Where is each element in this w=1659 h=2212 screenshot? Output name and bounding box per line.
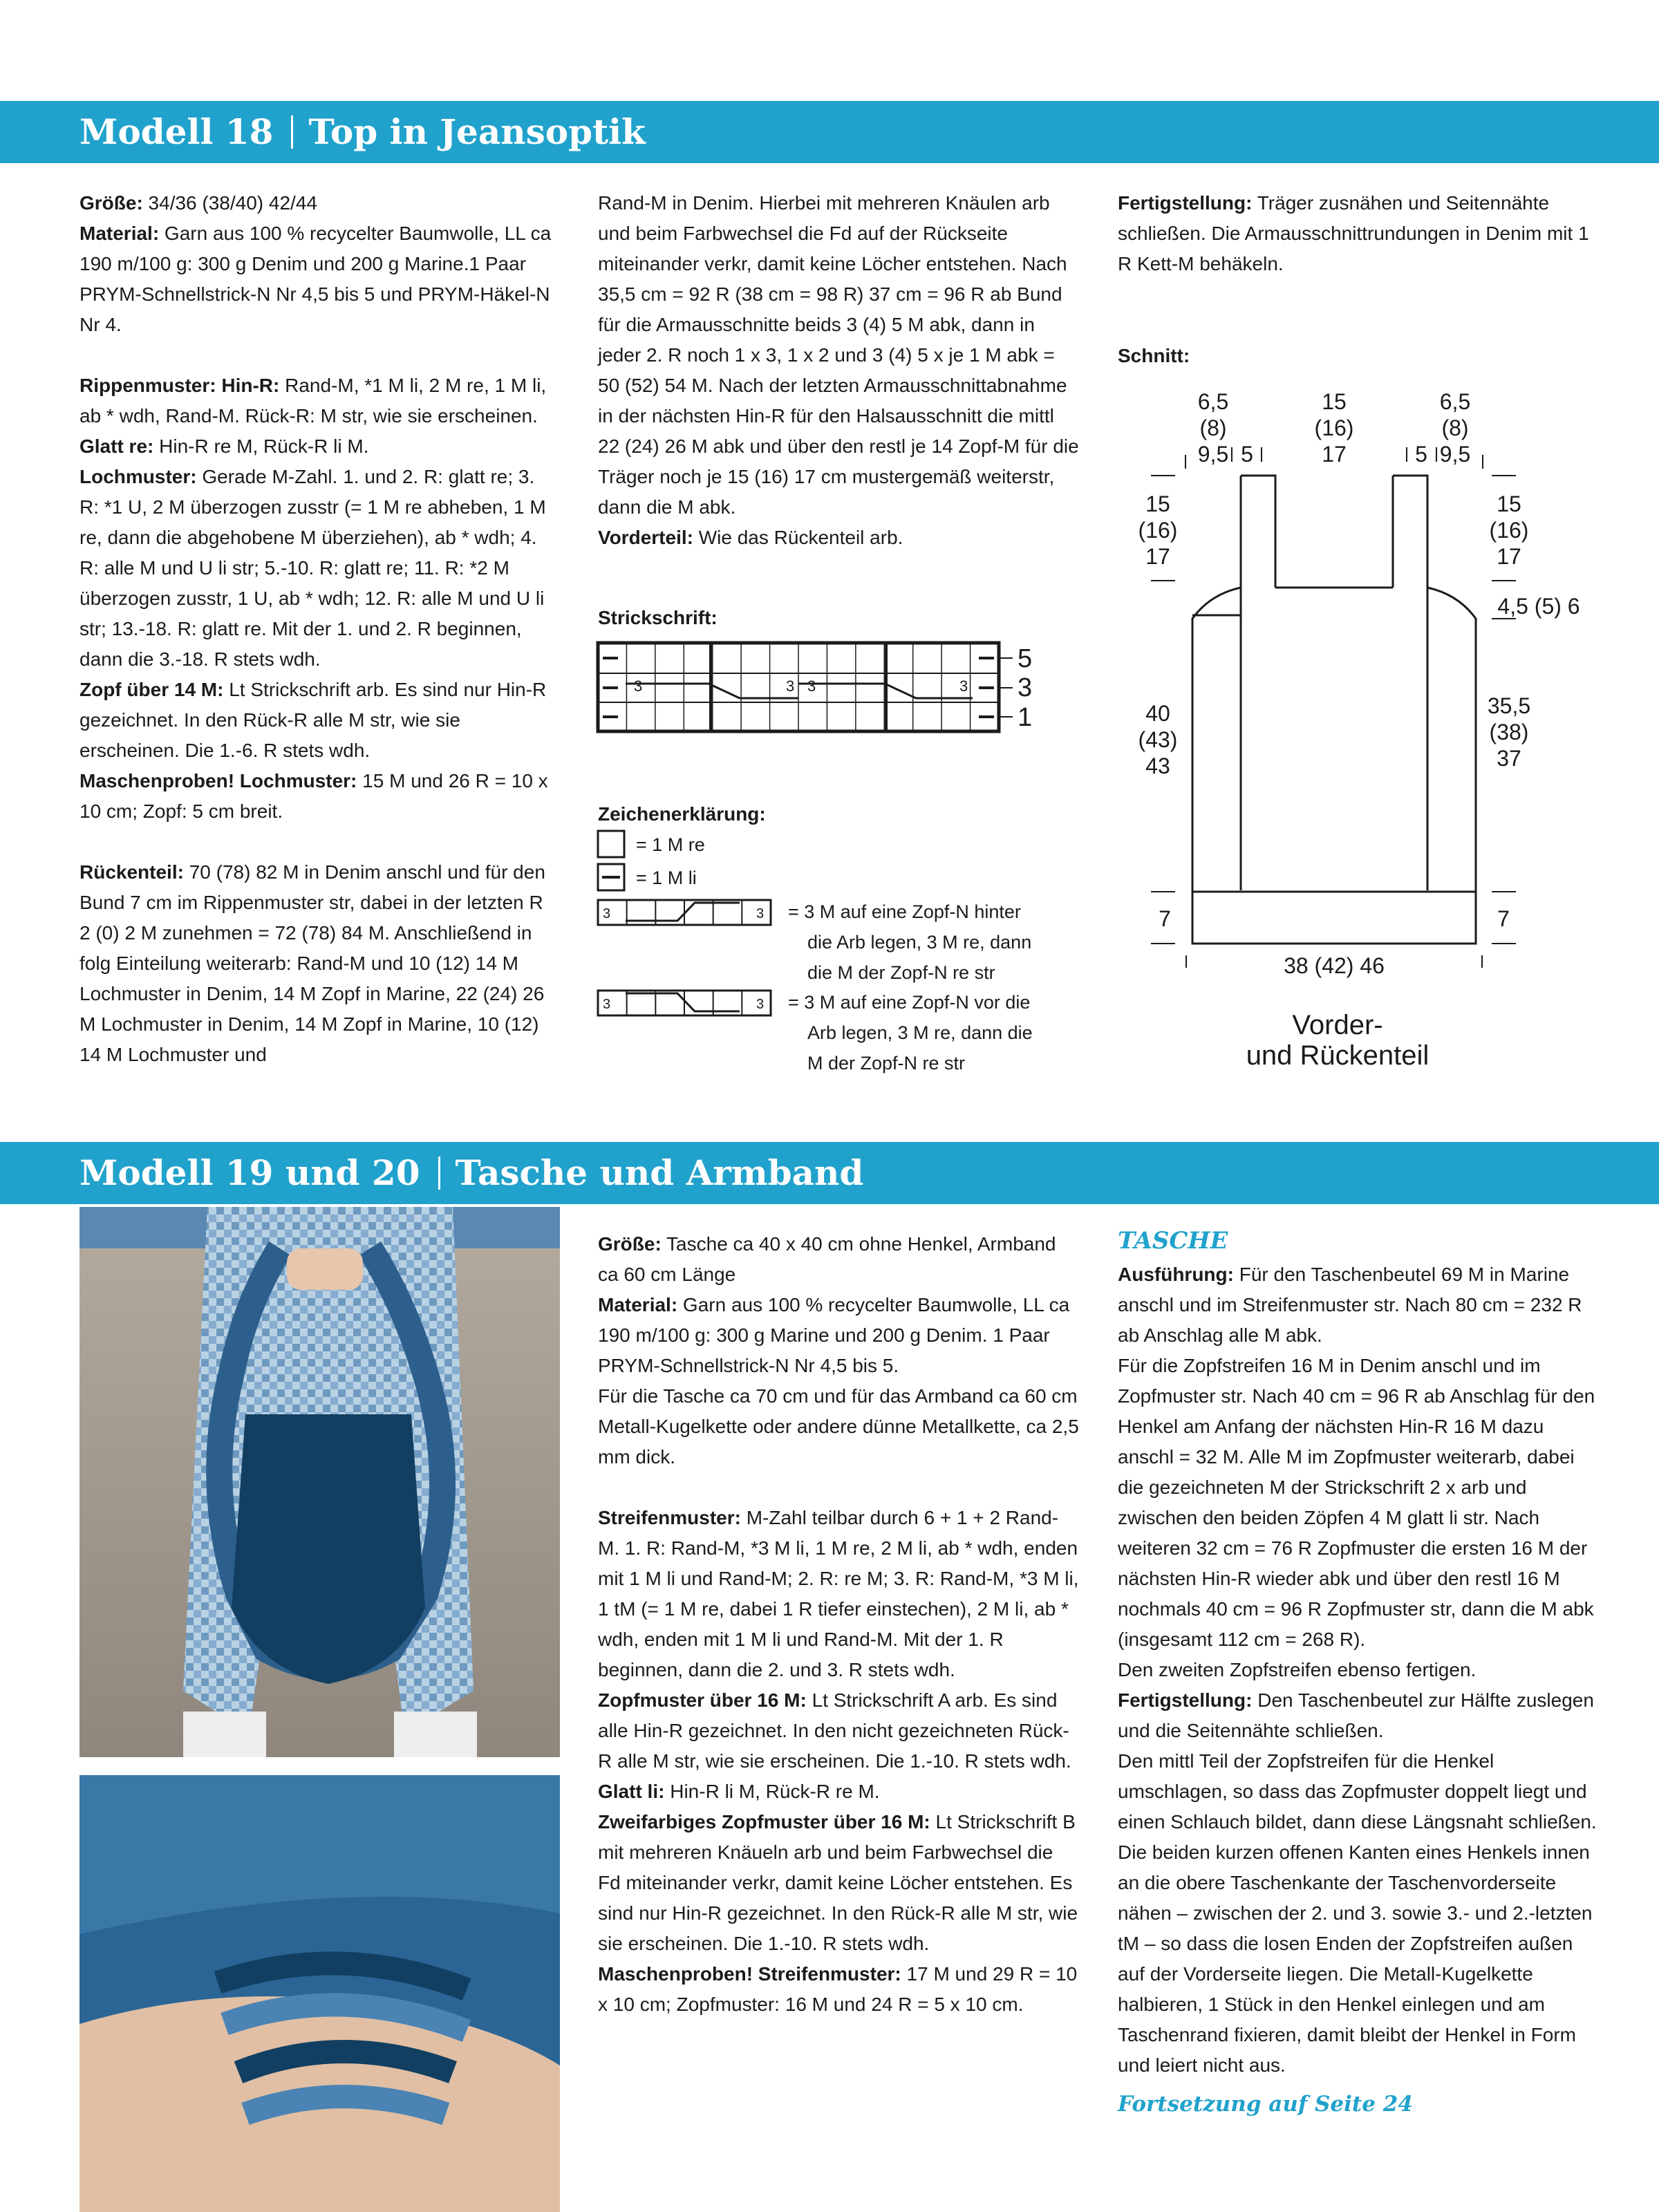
paragraph-text: Lt Strickschrift B mit mehreren Knäueln arb und beim Farbwechsel die Fd miteinander verkr, damit keine Löcher entstehen. Es sind nur Hin-R gezeichnet. In den Rück-R alle M str, wie sie erscheinen. Die 1.-10. R stets wdh.	[598, 1811, 1078, 1954]
paragraph	[79, 766, 559, 827]
paragraph	[79, 857, 559, 1070]
paragraph-text: Lt Strickschrift arb. Es sind nur Hin-R gezeichnet. In den Rück-R alle M str, wie sie erscheinen. Die 1.-6. R stets wdh.	[79, 679, 547, 761]
svg-text:(8): (8)	[1441, 415, 1469, 440]
chart-row-1: 1	[1018, 703, 1033, 732]
paragraph	[598, 1959, 1080, 2020]
chart-cable-number: 3	[634, 677, 643, 695]
svg-text:6,5: 6,5	[1439, 389, 1471, 414]
legend-cable-front-text-1: = 3 M auf eine Zopf-N vor die	[788, 992, 1031, 1013]
paragraph-label: Größe:	[598, 1233, 662, 1255]
schematic-outline	[1192, 476, 1476, 944]
svg-text:3: 3	[959, 677, 968, 695]
paragraph-label: Streifenmuster:	[598, 1507, 741, 1528]
schnitt-label: Schnitt:	[1118, 345, 1190, 366]
paragraph-label: Vorderteil:	[598, 527, 693, 548]
legend-cable-back-text-3: die M der Zopf-N re str	[807, 962, 995, 983]
paragraph	[598, 1503, 1080, 1685]
tasche-heading: TASCHE	[1118, 1227, 1228, 1255]
header-title-modell-19-20	[79, 1142, 863, 1204]
paragraph-text: Rand-M in Denim. Hierbei mit mehreren Knäulen arb und beim Farbwechsel die Fd auf der Rückseite miteinander verkr, damit keine Löcher entstehen. Nach 35,5 cm = 92 R (38 cm = 98 R) 37 cm = 96 R ab Bund für die Armausschnitte beids 3 (4) 5 M abk, dann in jeder 2. R noch 1 x 3, 1 x 2 und 3 (4) 5 x je 1 M abk = 50 (52) 54 M. Nach der letzten Armausschnittabnahme in der nächsten Hin-R für den Halsausschnitt die mittl 22 (24) 26 M abk und über den restl je 14 Zopf-M für die Träger noch je 15 (16) 17 cm mustergemäß weiterstr, dann die M abk.	[598, 192, 1079, 518]
paragraph-text: Garn aus 100 % recycelter Baumwolle, LL ca 190 m/100 g: 300 g Marine und 200 g Denim. 1 Paar PRYM-Schnellstrick-N Nr 4,5 bis 5.	[598, 1294, 1070, 1376]
paragraph-text: Hin-R re M, Rück-R li M.	[153, 435, 369, 457]
paragraph-text: Hin-R li M, Rück-R re M.	[664, 1781, 880, 1802]
svg-text:17: 17	[1497, 544, 1521, 569]
modell-19-column-2	[598, 1229, 1080, 2020]
svg-text:3: 3	[786, 677, 795, 695]
svg-text:15: 15	[1145, 491, 1170, 516]
modell-18-column-2	[598, 188, 1080, 553]
legend-cable-front-symbol	[598, 991, 771, 1015]
legend-knit-text: = 1 M re	[636, 834, 705, 855]
paragraph-text: Garn aus 100 % recycelter Baumwolle, LL ca 190 m/100 g: 300 g Denim und 200 g Marine.1 Paar PRYM-Schnellstrick-N Nr 4,5 bis 5 und PRYM-Häkel-N Nr 4.	[79, 223, 552, 335]
paragraph-text: Wie das Rückenteil arb.	[693, 527, 903, 548]
paragraph-text: 34/36 (38/40) 42/44	[142, 192, 317, 214]
svg-text:17: 17	[1145, 544, 1170, 569]
paragraph	[1118, 1655, 1597, 1685]
paragraph-label: Fertigstellung:	[1118, 1689, 1253, 1711]
paragraph-label: Ausführung:	[1118, 1264, 1234, 1285]
legend-cable-front-text-2: Arb legen, 3 M re, dann die	[807, 1022, 1033, 1043]
paragraph-label: Glatt re:	[79, 435, 154, 457]
knitting-chart	[594, 639, 1078, 736]
paragraph	[1118, 1259, 1597, 1351]
model-title: Tasche und Armband	[455, 1152, 864, 1193]
title-separator	[291, 115, 293, 149]
svg-text:38 (42) 46: 38 (42) 46	[1284, 953, 1385, 978]
svg-text:15: 15	[1322, 389, 1347, 414]
paragraph	[598, 1381, 1080, 1472]
paragraph-text: Tasche ca 40 x 40 cm ohne Henkel, Armband ca 60 cm Länge	[598, 1233, 1056, 1285]
svg-text:43: 43	[1145, 753, 1170, 778]
svg-text:(43): (43)	[1138, 727, 1178, 752]
header-bar-modell-19-20	[0, 1142, 1659, 1204]
paragraph-label: Maschenproben! Lochmuster:	[79, 770, 357, 791]
paragraph-text: 17 M und 29 R = 10 x 10 cm; Zopfmuster: 16 M und 24 R = 5 x 10 cm.	[598, 1963, 1078, 2015]
model-number: Modell 19 und 20	[79, 1152, 420, 1193]
paragraph-text: Lt Strickschrift A arb. Es sind alle Hin-R gezeichnet. In den nicht gezeichneten Rück-R alle M str, wie sie erscheinen. Die 1.-10. R stets wdh.	[598, 1689, 1071, 1772]
paragraph-text: Für den Taschenbeutel 69 M in Marine anschl und im Streifenmuster str. Nach 80 cm = 232 R ab Anschlag alle M abk.	[1118, 1264, 1582, 1346]
paragraph	[598, 1290, 1080, 1381]
svg-text:3: 3	[807, 677, 816, 695]
chart-row-3: 3	[1018, 673, 1033, 702]
legend-label: Zeichenerklärung:	[598, 803, 766, 825]
paragraph	[598, 523, 1080, 553]
paragraph-text: 70 (78) 82 M in Denim anschl und für den Bund 7 cm im Rippenmuster str, dabei in der letzten R 2 (0) 2 M zunehmen = 72 (78) 84 M. Anschließend in folg Einteilung weiterarb: Rand-M und 10 (12) 14 M Lochmuster in Denim, 14 M Zopf in Marine, 22 (24) 26 M Lochmuster in Denim, 14 M Zopf in Marine, 10 (12) 14 M Lochmuster und	[79, 861, 545, 1065]
svg-text:40: 40	[1145, 701, 1170, 726]
svg-text:(16): (16)	[1314, 415, 1354, 440]
svg-text:4,5 (5) 6: 4,5 (5) 6	[1497, 594, 1580, 619]
paragraph-label: Rückenteil:	[79, 861, 184, 883]
legend-knit-symbol	[598, 831, 624, 857]
paragraph-label: Größe:	[79, 192, 143, 214]
chart-legend	[594, 827, 1092, 1076]
svg-text:7: 7	[1159, 906, 1171, 931]
svg-text:3: 3	[603, 997, 611, 1012]
svg-text:(8): (8)	[1199, 415, 1227, 440]
paragraph-text: Den zweiten Zopfstreifen ebenso fertigen.	[1118, 1659, 1477, 1680]
paragraph	[598, 1807, 1080, 1959]
paragraph-text: Rand-M, *1 M li, 2 M re, 1 M li, ab * wdh, Rand-M. Rück-R: M str, wie sie erscheinen.	[79, 375, 547, 427]
modell-18-column-1	[79, 188, 559, 1070]
pattern-schematic	[1106, 380, 1590, 1085]
legend-cable-back-text-1: = 3 M auf eine Zopf-N hinter	[788, 901, 1021, 922]
paragraph-label: Zweifarbiges Zopfmuster über 16 M:	[598, 1811, 930, 1833]
continue-note: Fortsetzung auf Seite 24	[1118, 2092, 1413, 2117]
title-separator	[438, 1156, 440, 1190]
chart-row-5: 5	[1018, 644, 1033, 673]
paragraph	[1118, 1351, 1597, 1655]
header-bar-modell-18	[0, 101, 1659, 163]
paragraph-label: Lochmuster:	[79, 466, 197, 487]
legend-cable-back-text-2: die Arb legen, 3 M re, dann	[807, 932, 1032, 953]
bracelet-photo	[79, 1775, 560, 2212]
paragraph-text: Für die Tasche ca 70 cm und für das Armband ca 60 cm Metall-Kugelkette oder andere dünne Metallkette, ca 2,5 mm dick.	[598, 1385, 1079, 1468]
paragraph	[79, 218, 559, 340]
paragraph-text: Träger zusnähen und Seitennähte schließen. Die Armausschnittrundungen in Denim mit 1 R Kett-M behäkeln.	[1118, 192, 1589, 274]
paragraph-gap	[79, 340, 559, 371]
svg-text:9,5: 9,5	[1439, 442, 1471, 467]
paragraph-gap	[598, 1472, 1080, 1503]
paragraph	[79, 675, 559, 766]
svg-text:(16): (16)	[1138, 518, 1178, 543]
paragraph-label: Zopf über 14 M:	[79, 679, 224, 700]
paragraph	[79, 371, 559, 431]
paragraph-gap	[79, 827, 559, 857]
paragraph	[79, 188, 559, 218]
svg-text:37: 37	[1497, 746, 1521, 771]
legend-cable-front-text-3: M der Zopf-N re str	[807, 1053, 966, 1074]
svg-text:35,5: 35,5	[1487, 693, 1531, 718]
svg-text:3: 3	[603, 906, 611, 921]
paragraph-label: Fertigstellung:	[1118, 192, 1253, 214]
paragraph-text: 15 M und 26 R = 10 x 10 cm; Zopf: 5 cm breit.	[79, 770, 548, 822]
header-title-modell-18	[79, 101, 646, 163]
strickschrift-label: Strickschrift:	[598, 607, 718, 628]
paragraph-text: Den mittl Teil der Zopfstreifen für die Henkel umschlagen, so dass das Zopfmuster doppelt liegt und einen Schlauch bildet, dann diese Längsnaht schließen. Die beiden kurzen offenen Kanten eines Henkels innen an die obere Taschenkante der Taschenvorderseite nähen – zwischen der 2. und 3. sowie 3.- und 2.-letzten tM – so dass die losen Enden der Zopfstreifen außen auf der Vorderseite liegen. Die Metall-Kugelkette halbieren, 1 Stück in den Henkel einlegen und am Taschenrand fixieren, damit bleibt der Henkel in Form und leiert nicht aus.	[1118, 1750, 1597, 2076]
paragraph	[1118, 1746, 1597, 2081]
paragraph-text: M-Zahl teilbar durch 6 + 1 + 2 Rand-M. 1. R: Rand-M, *3 M li, 1 M re, 2 M li, ab * wdh, enden mit 1 M li und Rand-M; 2. R: re M; 3. R: Rand-M, *3 M li, 1 tM (= 1 M re, dabei 1 R tiefer einstechen), 2 M li, ab * wdh, enden mit 1 M li und Rand-M. Mit der 1. R beginnen, dann die 2. und 3. R stets wdh.	[598, 1507, 1079, 1680]
paragraph-text: Den Taschenbeutel zur Hälfte zuslegen und die Seitennähte schließen.	[1118, 1689, 1594, 1741]
svg-text:6,5: 6,5	[1197, 389, 1229, 414]
paragraph-label: Glatt li:	[598, 1781, 665, 1802]
model-number: Modell 18	[79, 111, 274, 152]
bag-photo	[79, 1207, 560, 1757]
paragraph	[79, 462, 559, 675]
paragraph-text: Gerade M-Zahl. 1. und 2. R: glatt re; 3. R: *1 U, 2 M überzogen zusstr (= 1 M re abheben, 1 M re, dann die abgehobene M überziehen), ab * wdh; 4. R: alle M und U li str; 5.-10. R: glatt re; 11. R: *2 M überzogen zusstr, 1 U, ab * wdh; 12. R: alle M und U li str; 13.-18. R: glatt re. Mit der 1. und 2. R beginnen, dann die 3.-18. R stets wdh.	[79, 466, 546, 670]
svg-text:9,5: 9,5	[1197, 442, 1229, 467]
svg-text:7: 7	[1497, 906, 1510, 931]
paragraph-label: Rippenmuster: Hin-R:	[79, 375, 280, 396]
svg-text:3: 3	[756, 997, 765, 1012]
paragraph	[598, 188, 1080, 523]
legend-purl-text: = 1 M li	[636, 868, 697, 888]
schematic-caption-2: und Rückenteil	[1246, 1040, 1430, 1071]
modell-19-column-3	[1118, 1259, 1597, 2081]
paragraph	[1118, 188, 1597, 279]
model-title: Top in Jeansoptik	[308, 111, 646, 152]
svg-text:3: 3	[756, 906, 765, 921]
svg-text:(16): (16)	[1489, 518, 1529, 543]
paragraph-label: Zopfmuster über 16 M:	[598, 1689, 807, 1711]
paragraph-label: Material:	[598, 1294, 678, 1315]
svg-text:(38): (38)	[1489, 720, 1529, 744]
paragraph	[79, 431, 559, 462]
paragraph	[598, 1229, 1080, 1290]
svg-text:17: 17	[1322, 442, 1347, 467]
paragraph-label: Material:	[79, 223, 160, 244]
paragraph-text: Für die Zopfstreifen 16 M in Denim anschl und im Zopfmuster str. Nach 40 cm = 96 R ab Anschlag für den Henkel am Anfang der nächsten Hin-R 16 M dazu anschl = 32 M. Alle M im Zopfmuster weiterarb, dabei die gezeichneten M der Strickschrift 2 x arb und zwischen den beiden Zöpfen 4 M glatt li str. Nach weiteren 32 cm = 76 R Zopfmuster die ersten 16 M der nächsten Hin-R wieder abk und über den restl 16 M nochmals 40 cm = 96 R Zopfmuster str, dann die M abk (insgesamt 112 cm = 268 R).	[1118, 1355, 1595, 1650]
svg-text:5: 5	[1241, 442, 1253, 467]
paragraph	[1118, 1685, 1597, 1746]
paragraph-label: Maschenproben! Streifenmuster:	[598, 1963, 901, 1985]
paragraph	[598, 1685, 1080, 1777]
legend-cable-back-symbol	[598, 900, 771, 925]
schematic-caption-1: Vorder-	[1292, 1010, 1383, 1040]
svg-text:15: 15	[1497, 491, 1521, 516]
svg-text:5: 5	[1415, 442, 1427, 467]
paragraph	[598, 1777, 1080, 1807]
modell-18-column-3	[1118, 188, 1597, 279]
